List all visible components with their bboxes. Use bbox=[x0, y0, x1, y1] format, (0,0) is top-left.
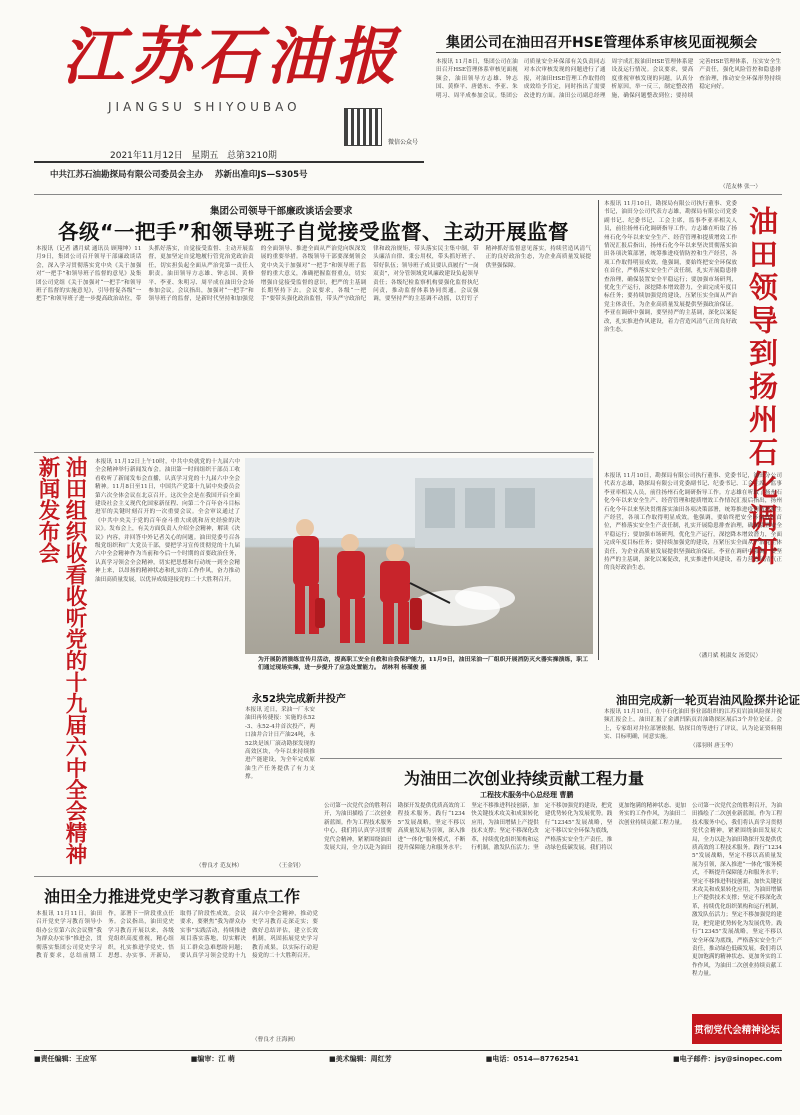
masthead bbox=[0, 0, 420, 170]
qr-code bbox=[344, 108, 382, 146]
fire-drill-photo bbox=[245, 458, 593, 654]
issue-number: 总第3210期 bbox=[227, 151, 277, 161]
lead-body: 本报讯（记者 潘月斌 通讯员 顾翔坤）11月9日，集团公司召开领导干部廉政谈话会，深入学习贯彻落实党中央《关于加强对“一把手”和领导班子监督的意见》及集团公司党组《关于加强对“一把手”和领导班子监督的实施意见》，引导督促各级“一把手”和领导班子进一步提高政治站位，带头抓好落实，自觉接受监督、主动开展监督，更加坚定自觉地履行管党治党政治责任，切实担负起全面从严治党第一责任人职责。油田领导方志雄、钟志国、黄修平、李亚、朱明习、周平成在油田分会场参加会议。会议指出，加强对“一把手”和领导班子的监督，是新时代坚持和加强党的全面领导、推进全面从严治党向纵深发展的重要举措。各级领导干部要深刻领会党中央关于加强对“一把手”和领导班子监督的重大意义，准确把握监督重点，切实增强自觉接受监督的意识，把严的主基调长期坚持下去。会议要求，各级“一把手”要带头强化政治监督，带头严守政治纪律和政治规矩，带头落实民主集中制，带头廉洁自律、秉公用权，带头抓好班子、带好队伍；领导班子成员要认真履行“一岗双责”，对分管领域党风廉政建设负起领导责任；各级纪检监察机构要强化监督执纪问责，推动监督体系协同贯通。会议强调，要坚持严的主基调不动摇，以钉钉子精神抓好监督意见落实，持续营造风清气正的良好政治生态，为企业高质量发展提供坚强保障。 bbox=[36, 246, 591, 303]
photo-caption: 为开展防消演练宣传月活动，提高职工安全自救和自我保护能力，11月9日，油田采油一厂组织开展消防灭火器实操演练，职工们通过现场实操，进一步提升了应急处置能力。 胡林利 杨瑾俊 摄 bbox=[258, 657, 588, 672]
small-story-body: 本报讯 近日，采油一厂永安油田再传捷报：实施的永52-3、永52-4井首次投产，两口油井合计日产油24吨，永52块是该厂滚动勘探发现的高效区块，今年以来持续推进产能建设，为全年完成原油生产任务提供了有力支撑。 bbox=[245, 707, 315, 781]
left-story-headline: 油田组织收看收听党的十九届六中全会精神新闻发布会 bbox=[35, 456, 87, 865]
issue-weekday: 星期五 bbox=[191, 151, 219, 161]
issue-date: 2021年11月12日 bbox=[110, 151, 183, 161]
left-story-body: 本报讯 11月12日上午10时，中共中央就党的十九届六中全会精神举行新闻发布会。油田第一时间组织干部员工收看收听了新闻发布会直播，认真学习党的十九届六中全会精神。11月8日至11日，中国共产党第十九届中央委员会第六次全体会议在北京召开。这次全会是在我国开启全面建设社会主义现代化国家新征程、向第二个百年奋斗目标进军的关键时刻召开的一次重要会议。全会审议通过了《中共中央关于党的百年奋斗重大成就和历史经验的决议》。发布会上，有关方面负责人介绍全会精神，解读《决议》内容，并回答中外记者关心的问题。油田党委号召各级党组织和广大党员干部，要把学习宣传贯彻党的十九届六中全会精神作为当前和今后一个时期的首要政治任务，认真学习领会全会精神，切实把思想和行动统一到全会精神上来，以昂扬的精神状态和扎实的工作作风，奋力推动油田高质量发展，以优异成绩迎接党的二十大胜利召开。 bbox=[95, 459, 240, 583]
right-story-author: （潘月斌 税淑女 汤爱民） bbox=[696, 653, 762, 659]
top-story-rule bbox=[436, 52, 781, 53]
right-story-body: 本报讯 11月10日，勘探局有限公司执行董事、党委书记，油田分公司代表方志雄，勘探局有限公司党委副书记、纪委书记、工会主席，监事李亚率相关人员，前往扬州石化调研指导工作。方志雄在听取了扬州石化今年以来安全生产、经营管理和提质增效工作情况汇报后指出，扬州石化今年以来坚决贯彻落实油田各项决策部署，统筹推进疫情防控和生产经营，各项工作取得明显成效。他强调，要始终把安全环保放在首位，严格落实安全生产责任制，扎实开展隐患排查治理，确保装置安全平稳运行；要加强市场研判，优化生产运行，深挖降本增效潜力，全面完成年度目标任务；要持续加强党的建设，压紧压实全面从严治党主体责任，为企业高质量发展提供坚强政治保证。李亚在调研中强调，要坚持严的主基调，深化以案促改，扎实推进作风建设，着力营造风清气正的良好政治生态。 bbox=[604, 201, 737, 334]
mid-divider bbox=[34, 452, 594, 453]
bottom-divider bbox=[34, 876, 318, 877]
right-story-headline: 油田领导到扬州石化调研 bbox=[745, 206, 779, 569]
qr-caption: 微信公众号 bbox=[388, 139, 419, 146]
sponsor: 中共江苏石油勘探局有限公司委员会主办 bbox=[50, 170, 204, 180]
lead-headline: 各级“一把手”和领导班子自觉接受监督、主动开展监督 bbox=[58, 220, 569, 244]
footer-bar bbox=[34, 1054, 782, 1068]
top-story-body: 本报讯 11月8日，集团公司在油田召开HSE管理体系审核见面视频会，油田领导方志雄、钟志国、黄修平、唐德东、李亚、朱明习、周平成参加会议。集团公司质量安全环保部有关负责同志对本次审核发现的问题进行了通报，对油田HSE管理工作取得的成效给予肯定，同时指出了需要改进的方面。油田公司副总经理周宇成汇报油田HSE管理体系建设及运行情况。会议要求，要高度重视审核发现的问题，认真分析原因，举一反三，制定整改措施，确保问题整改到位；要持续完善HSE管理体系，压实安全生产责任，强化风险管控和隐患排查治理，推动安全环保形势持续稳定向好。 bbox=[436, 59, 781, 99]
slogan-text: 贯彻党代会精神论坛 bbox=[694, 1025, 780, 1036]
masthead-rule bbox=[34, 161, 424, 163]
risk-story-headline: 油田完成新一轮页岩油风险探井论证 bbox=[616, 693, 800, 707]
sponsor-line bbox=[50, 168, 308, 180]
right-column-rule bbox=[598, 200, 599, 660]
masthead-title: 江苏石油报 bbox=[62, 20, 403, 93]
top-divider bbox=[34, 194, 782, 195]
bottom-body: 本报讯 11月11日，油田召开党史学习教育领导小组办公室第六次会议暨“我为群众办实事”推进会，贯彻落实集团公司党史学习教育要求，总结前期工作，部署下一阶段重点任务。会议指出，油田党史学习教育开展以来，各级党组织高度重视，精心组织，扎实推进学党史、悟思想、办实事、开新局，取得了阶段性成效。会议要求，要聚焦“我为群众办实事”实践活动，持续推进项目落实落地，切实解决员工群众急难愁盼问题；要认真学习领会党的十九届六中全会精神，推动党史学习教育走深走实；要做好总结评估，建立长效机制，巩固拓展党史学习教育成果，以实际行动迎接党的二十大胜利召开。 bbox=[36, 911, 318, 960]
footer-email: ■电子邮件：jsy@sinopec.com bbox=[673, 1055, 782, 1063]
fire-drill-illustration bbox=[245, 458, 593, 654]
feature-headline: 为油田二次创业持续贡献工程力量 bbox=[404, 769, 645, 788]
footer-editor: ■责任编辑：王应军 bbox=[34, 1055, 97, 1063]
risk-story-body: 本报讯 11月10日，在中石化油田事业部组织的江苏页岩油风险探井视频汇报会上，油田汇报了金湖凹陷页岩油勘探区展后3个井位论证。会上，专家组对井位部署依据、钻探目的等进行了评议，认为论证资料翔实、目标明确，同意实施。 bbox=[604, 709, 782, 741]
footer-rule bbox=[34, 1050, 782, 1051]
footer-layout: ■编审：江 萌 bbox=[190, 1055, 235, 1063]
feature-byline: 工程技术服务中心总经理 曹鹏 bbox=[480, 791, 574, 799]
right-story-body-cont bbox=[604, 472, 782, 650]
feature-body: 公司第一次党代会的胜利召开，为油田描绘了二次创业新蓝图。作为工程技术服务中心，我们将认真学习贯彻党代会精神，紧紧围绕油田发展大局，全力以赴为油田勘探开发提供优质高效的工程技术服务。践行“12345”发展战略，坚定不移以高质量发展为引领，深入推进“一体化”服务模式，不断提升保障能力和服务水平；坚定不移推进科技创新，加快关键技术攻关和成果转化应用，为油田增储上产提供技术支撑；坚定不移深化改革，持续优化组织架构和运行机制，激发队伍活力；坚定不移加强党的建设，把党建优势转化为发展优势。践行“12345”发展战略，坚定不移以安全环保为底线，严格落实安全生产责任，推动绿色低碳发展。我们将以更加饱满的精神状态、更加务实的工作作风，为油田二次创业持续贡献工程力量。 bbox=[324, 803, 686, 852]
feature-body-right: 公司第一次党代会的胜利召开，为油田描绘了二次创业新蓝图。作为工程技术服务中心，我们将认真学习贯彻党代会精神，紧紧围绕油田发展大局，全力以赴为油田勘探开发提供优质高效的工程技术服务。践行“12345”发展战略，坚定不移以高质量发展为引领，深入推进“一体化”服务模式，不断提升保障能力和服务水平；坚定不移推进科技创新，加快关键技术攻关和成果转化应用，为油田增储上产提供技术支撑；坚定不移深化改革，持续优化组织架构和运行机制，激发队伍活力；坚定不移加强党的建设，把党建优势转化为发展优势。践行“12345”发展战略，坚定不移以安全环保为底线，严格落实安全生产责任，推动绿色低碳发展。我们将以更加饱满的精神状态、更加务实的工作作风，为油田二次创业持续贡献工程力量。 bbox=[692, 803, 782, 978]
issue-line bbox=[110, 148, 277, 161]
small-story-headline: 永52块完成新井投产 bbox=[252, 694, 346, 705]
bottom-author: （曹良才 汪海洲） bbox=[252, 1037, 299, 1043]
masthead-pinyin: JIANGSU SHIYOUBAO bbox=[108, 100, 301, 114]
license: 苏新出准印JS—S305号 bbox=[214, 170, 308, 180]
footer-design: ■美术编辑：周红芳 bbox=[329, 1055, 392, 1063]
feature-divider bbox=[320, 758, 782, 759]
risk-story-author: （邵羽琪 唐玉华） bbox=[690, 743, 737, 749]
top-story-headline: 集团公司在油田召开HSE管理体系审核见面视频会 bbox=[446, 35, 758, 51]
footer-phone: ■电话：0514—87762541 bbox=[485, 1055, 579, 1063]
lead-kicker: 集团公司领导干部廉政谈话会要求 bbox=[210, 206, 353, 217]
small-story-author: （王金钊） bbox=[276, 863, 304, 869]
right-story-continued: 本报讯 11月10日，勘探局有限公司执行董事、党委书记，油田分公司代表方志雄，勘探局有限公司党委副书记、纪委书记、工会主席，监事李亚率相关人员，前往扬州石化调研指导工作。方志雄在听取了扬州石化今年以来安全生产、经营管理和提质增效工作情况汇报后指出，扬州石化今年以来坚决贯彻落实油田各项决策部署，统筹推进疫情防控和生产经营，各项工作取得明显成效。他强调，要始终把安全环保放在首位，严格落实安全生产责任制，扎实开展隐患排查治理，确保装置安全平稳运行；要加强市场研判，优化生产运行，深挖降本增效潜力，全面完成年度目标任务；要持续加强党的建设，压紧压实全面从严治党主体责任，为企业高质量发展提供坚强政治保证。李亚在调研中强调，要坚持严的主基调，深化以案促改，扎实推进作风建设，着力营造风清气正的良好政治生态。 bbox=[604, 473, 782, 572]
top-story-author: （范友林 张一） bbox=[720, 184, 761, 190]
left-story-author: （曹良才 范友林） bbox=[196, 863, 243, 869]
bottom-headline: 油田全力推进党史学习教育重点工作 bbox=[44, 887, 301, 906]
slogan-banner bbox=[692, 1014, 782, 1044]
